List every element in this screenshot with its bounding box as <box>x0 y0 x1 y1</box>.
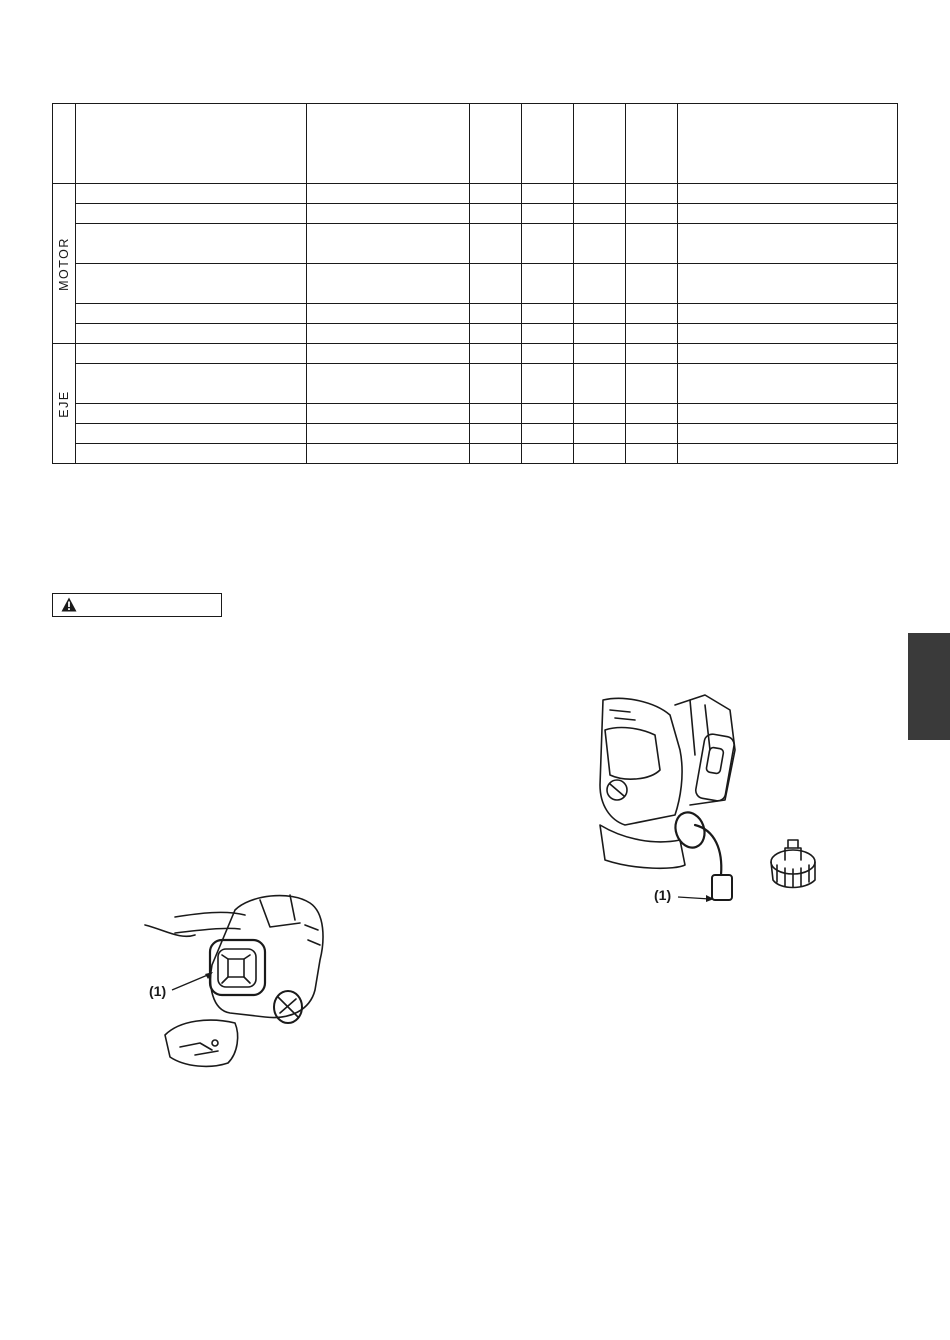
fuel-filter-illustration <box>595 690 840 910</box>
table-header-row <box>53 104 898 184</box>
table-row <box>53 364 898 404</box>
maintenance-table <box>52 103 898 464</box>
table-row <box>53 344 898 364</box>
fuel-filter-callout: (1) <box>654 887 672 903</box>
callout-leader-line <box>170 970 215 994</box>
table-row <box>53 304 898 324</box>
table-row <box>53 184 898 204</box>
table-row <box>53 404 898 424</box>
table-row <box>53 324 898 344</box>
group-label-motor: MOTOR <box>57 236 71 291</box>
group-cell-eje <box>53 344 76 464</box>
table-row <box>53 224 898 264</box>
warning-label <box>52 593 222 617</box>
section-tab <box>908 633 950 740</box>
group-cell-motor <box>53 184 76 344</box>
table-row <box>53 204 898 224</box>
table-row <box>53 424 898 444</box>
air-filter-callout: (1) <box>149 983 167 999</box>
callout-leader-line <box>676 890 716 904</box>
table-row <box>53 264 898 304</box>
warning-triangle-icon <box>61 597 77 612</box>
table-row <box>53 444 898 464</box>
group-label-eje: EJE <box>57 389 71 418</box>
